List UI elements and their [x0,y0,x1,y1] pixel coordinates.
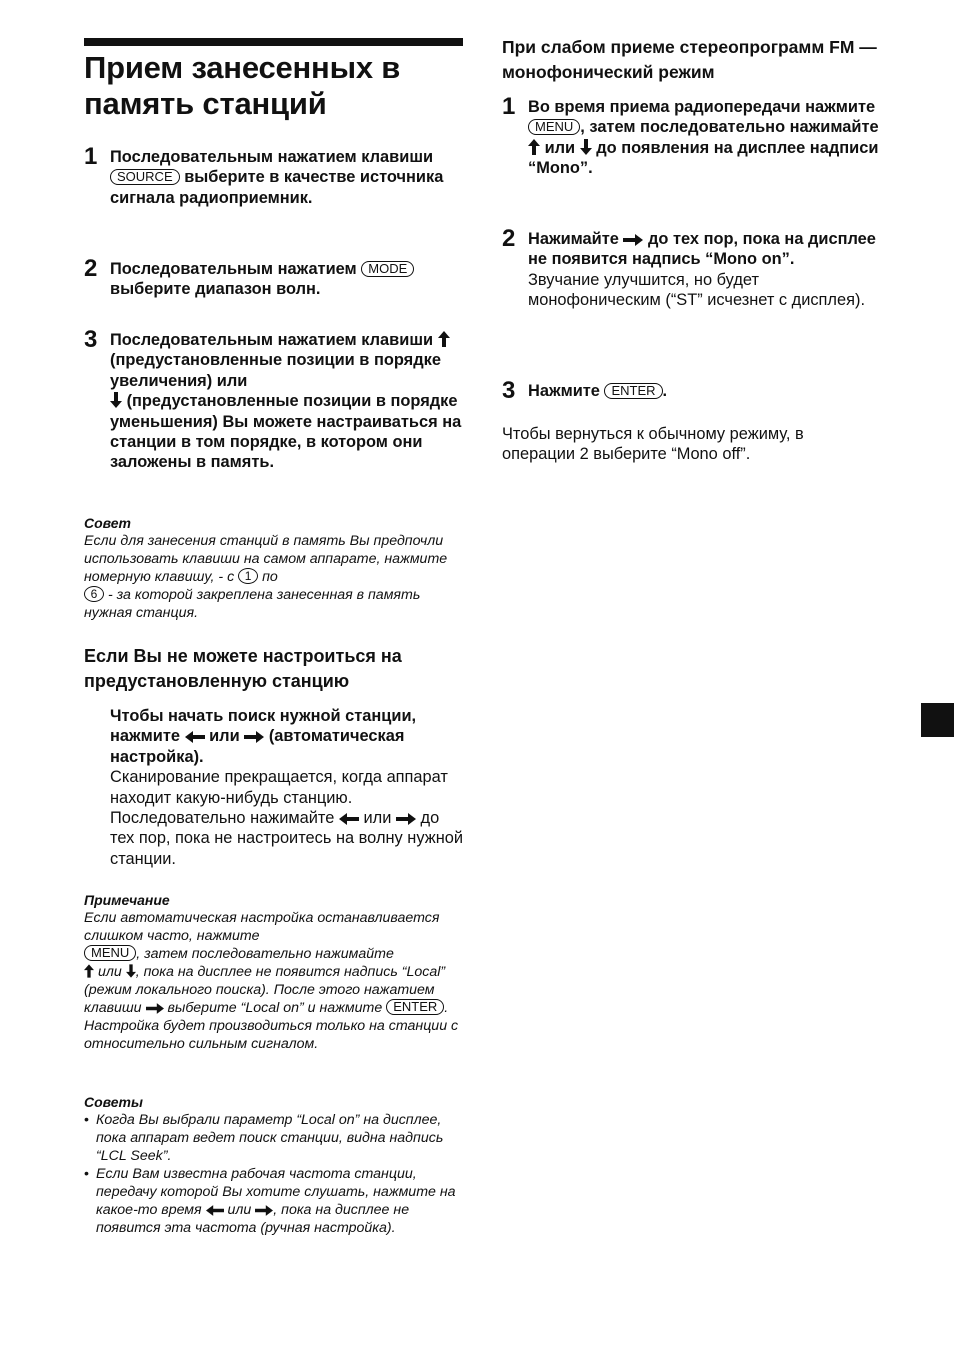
tips-item-1 [84,1111,464,1165]
step-text-part: (предустановленные позиции в порядке увеличения) или [110,351,441,390]
step-text-part: Последовательным нажатием клавиши [110,148,434,166]
step-text [110,147,464,208]
step-text [528,229,892,311]
title-rule [84,38,463,46]
tip-text-part: Если для занесения станций в память Вы предпочли использовать клавиши на самом аппарате, нажмите номерную клавишу, - с [84,533,448,585]
note-text-part: Если автоматическая настройка останавливается слишком часто, нажмите [84,910,440,944]
arrow-up-icon [84,964,94,978]
step-text-part: Нажмите [528,382,600,400]
tip-box [84,514,464,622]
section-instruction [110,706,464,767]
arrow-right-icon [244,731,264,743]
arrow-right-icon [255,1205,273,1216]
arrow-right-icon [146,1003,164,1014]
step-number: 3 [502,377,516,404]
preset-key-6-icon: 6 [84,586,104,602]
tips-item-text: Если Вам известна рабочая частота станции, передачу которой Вы хотите слушать, нажмите на какое-то время [96,1166,456,1218]
step-text-part: , затем последовательно нажимайте [580,118,879,137]
preset-key-1-icon: 1 [238,568,258,584]
page-title: Прием занесенных в память станций [84,50,401,121]
tips-item-text: , пока на дисплее не появится эта частота (ручная настройка). [96,1202,410,1236]
tip-heading: Совет [84,515,132,531]
arrow-down-icon [580,139,592,155]
note-text-part: или [97,964,122,980]
tip-text-part: по [262,569,278,585]
note-text-part: , пока на дисплее не появится надпись “Local” (режим локального поиска). После этого нажатием клавиши [84,964,446,1016]
note-heading: Примечание [84,892,170,908]
instruction-part: или [209,727,240,746]
note-box [84,891,464,1053]
tips-box [84,1093,464,1237]
bullet-icon: • [84,1166,89,1182]
step-text-part: до появления на дисплее надписи “Mono”. [528,138,879,178]
tips-item-text: Когда Вы выбрали параметр “Local on” на дисплее, пока аппарат ведет поиск станции, видна надпись “LCL Seek”. [96,1112,444,1164]
description-part: Сканирование прекращается, когда аппарат находит какую-нибудь станцию. Последовательно нажимайте [110,768,448,828]
arrow-right-icon [623,234,643,246]
note-text [84,909,464,1053]
tips-item-text: или [227,1202,252,1218]
arrow-left-icon [206,1205,224,1216]
step-text-part: (предустановленные позиции в порядке уменьшения) Вы можете настраиваться на станции в том порядке, в котором они заложены в память. [110,392,462,472]
step-text-part: Во время приема радиопередачи нажмите [528,98,876,116]
arrow-up-icon [438,331,450,347]
enter-key-icon: ENTER [604,383,662,399]
step-text-part: выберите диапазон волн. [110,280,321,299]
instruction-part: Чтобы начать поиск нужной станции, нажмите [110,707,417,746]
section-heading: Если Вы не можете настроиться на предустановленную станцию [84,646,402,691]
note-text-part: Настройка будет производиться только на станции с относительно сильным сигналом. [84,1018,459,1052]
section-description [110,767,464,869]
instruction-part: (автоматическая настройка). [110,727,405,766]
arrow-down-icon [126,964,136,978]
step-text [110,330,464,473]
source-key-icon: SOURCE [110,169,180,185]
arrow-up-icon [528,139,540,155]
step-number: 3 [84,326,98,353]
arrow-right-icon [396,813,416,825]
note-text-part: . [444,1000,449,1016]
mode-key-icon: MODE [361,261,414,277]
step-text [110,259,464,300]
step-text-part: . [662,382,668,400]
step-text-part: Последовательным нажатием [110,260,357,278]
menu-key-icon: MENU [84,945,136,961]
arrow-down-icon [110,392,122,408]
step-text-part: выберите в качестве источника сигнала радиоприемник. [110,168,444,207]
description-part: или [363,809,392,828]
section-tab-marker [921,703,954,737]
step-text [528,381,892,401]
step-text-part: до тех пор, пока на дисплее не появится надпись “Mono on”. [528,230,876,269]
step-number: 1 [502,93,516,120]
bullet-icon: • [84,1112,89,1128]
note-text-part: выберите “Local on” и нажмите [167,1000,383,1016]
step-number: 2 [84,255,98,282]
tip-text-part: - за которой закреплена занесенная в память нужная станция. [84,587,421,621]
arrow-left-icon [339,813,359,825]
tips-item-2 [84,1165,464,1237]
arrow-left-icon [185,731,205,743]
note-text-part: , затем последовательно нажимайте [136,946,394,962]
section-body [110,706,464,869]
step-number: 2 [502,225,516,252]
step-text-part: Последовательным нажатием клавиши [110,331,434,349]
step-text-part: Нажимайте [528,230,619,248]
tips-heading: Советы [84,1094,143,1110]
step-text [528,97,892,179]
enter-key-icon: ENTER [386,999,444,1015]
closing-text: Чтобы вернуться к обычному режиму, в операции 2 выберите “Mono off”. [502,425,804,464]
step-number: 1 [84,143,98,170]
tip-text [84,532,464,622]
step-description: Звучание улучшится, но будет монофоническим (“ST” исчезнет с дисплея). [528,270,865,310]
right-heading: При слабом приеме стереопрограмм FM — монофонический режим [502,37,877,82]
step-text-part: или [544,138,576,157]
description-part: до тех пор, пока не настроитесь на волну нужной станции. [110,809,464,868]
menu-key-icon: MENU [528,119,580,135]
